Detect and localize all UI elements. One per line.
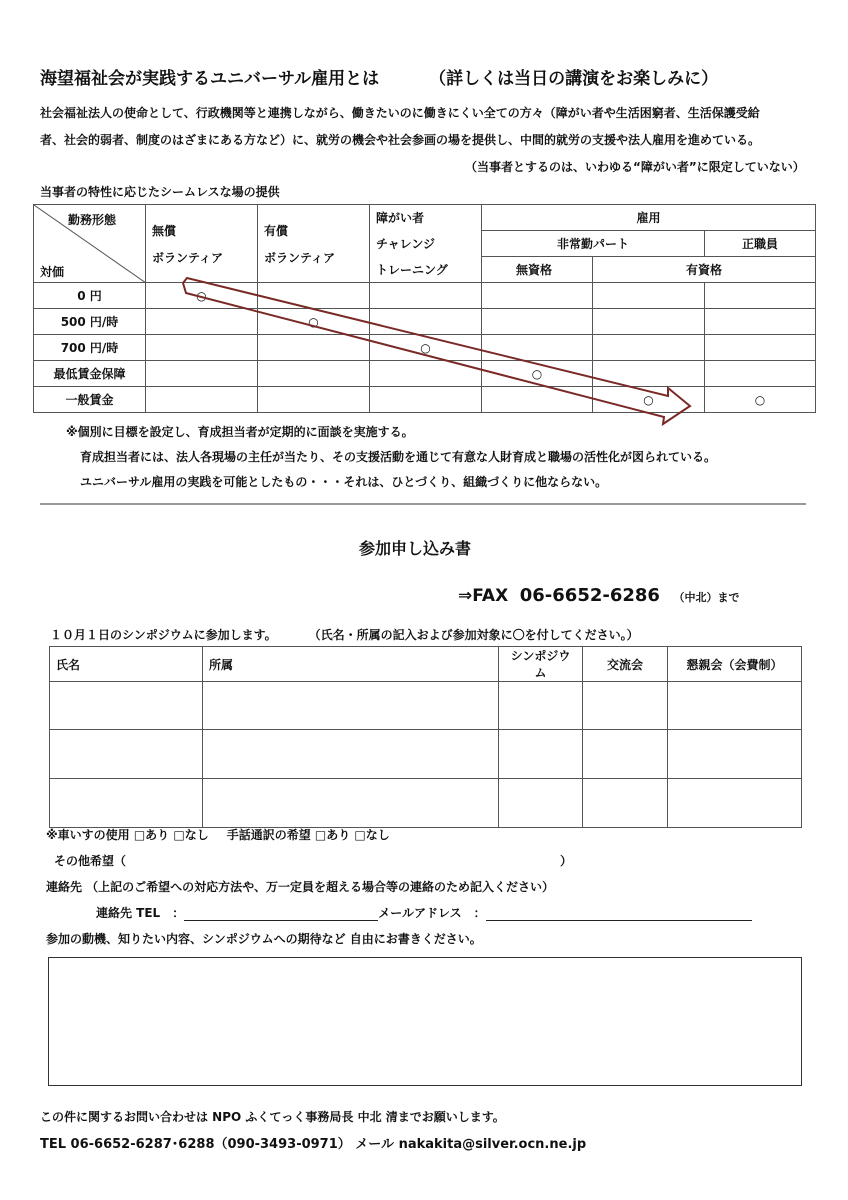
exchange-field[interactable]: [583, 730, 668, 779]
col-fulltime: 正職員: [705, 231, 816, 257]
party-field[interactable]: [668, 682, 802, 730]
description-line-1: 社会福祉法人の使命として、行政機関等と連携しながら、働きたいのに働きにくい全ての方々（障がい者や生活困窮者、生活保護受給: [40, 106, 760, 120]
exchange-field[interactable]: [583, 682, 668, 730]
corner-bottom-label: 対価: [40, 265, 65, 279]
wheelchair-option[interactable]: ※車いすの使用 □あり □なし: [46, 828, 209, 842]
row-label: 500 円/時: [34, 309, 146, 335]
circle-mark: ○: [196, 288, 207, 303]
circle-mark: ○: [531, 366, 543, 381]
row-label: 一般賃金: [34, 387, 146, 413]
symposium-field[interactable]: [499, 730, 583, 779]
note-line-1: ※個別に目標を設定し、育成担当者が定期的に面談を実施する。: [66, 425, 414, 439]
col-qualified: 有資格: [593, 257, 816, 283]
form-title: 参加申し込み書: [359, 539, 472, 558]
description-note: （当事者とするのは、いわゆる“障がい者”に限定していない）: [465, 160, 805, 174]
circle-mark: ○: [420, 340, 431, 355]
party-field[interactable]: [668, 779, 802, 828]
col-paid-volunteer: 有償 ボランティア: [258, 205, 370, 283]
affiliation-field[interactable]: [203, 730, 499, 779]
col-name-header: 氏名: [50, 647, 203, 682]
other-request-close: ）: [560, 854, 573, 868]
mail-field[interactable]: [486, 908, 752, 921]
contact-fields: [96, 904, 752, 921]
circle-mark: ○: [754, 392, 766, 407]
col-employment: 雇用: [482, 205, 816, 231]
row-label: 最低賃金保障: [34, 361, 146, 387]
symposium-field[interactable]: [499, 682, 583, 730]
corner-top-label: 勤務形態: [68, 213, 117, 227]
section-divider: [40, 503, 806, 505]
circle-mark: ○: [308, 314, 319, 329]
col-affiliation-header: 所属: [203, 647, 499, 682]
tel-field[interactable]: [184, 908, 378, 921]
col-party-header: 懇親会（会費制）: [668, 647, 802, 682]
name-field[interactable]: [50, 779, 203, 828]
party-field[interactable]: [668, 730, 802, 779]
table-caption: 当事者の特性に応じたシームレスな場の提供: [40, 185, 280, 199]
col-unpaid-volunteer: 無償 ボランティア: [146, 205, 258, 283]
fax-line: [458, 585, 740, 606]
row-label: 0 円: [34, 283, 146, 309]
fax-number: 06-6652-6286: [519, 585, 660, 606]
form-intro-note: （氏名・所属の記入および参加対象に〇を付してください。）: [314, 628, 639, 642]
motivation-label: 参加の動機、知りたい内容、シンポジウムへの期待など 自由にお書きください。: [46, 932, 482, 946]
application-table: [49, 646, 802, 828]
note-line-2: 育成担当者には、法人各現場の主任が当たり、その支援活動を通じて有意な人財育成と職場の活性化が図られている。: [80, 450, 717, 464]
progression-arrow: [0, 0, 848, 440]
free-comment-box[interactable]: [48, 957, 802, 1086]
row-label: 700 円/時: [34, 335, 146, 361]
other-request-label: その他希望（: [54, 854, 127, 868]
form-intro: １０月１日のシンポジウムに参加します。 （氏名・所属の記入および参加対象に〇を付してください。）: [50, 628, 639, 642]
col-unqualified: 無資格: [482, 257, 593, 283]
contact-info: TEL 06-6652-6287･6288（090-3493-0971） メール nakakita@silver.ocn.ne.jp: [40, 1137, 587, 1152]
contact-label: 連絡先 （上記のご希望への対応方法や、万一定員を超える場合等の連絡のため記入ください）: [46, 880, 554, 894]
form-row: [50, 730, 802, 779]
affiliation-field[interactable]: [203, 682, 499, 730]
col-symposium-header: シンポジウム: [499, 647, 583, 682]
name-field[interactable]: [50, 730, 203, 779]
inquiry-text: この件に関するお問い合わせは NPO ふくてっく事務局長 中北 清までお願いします。: [40, 1110, 505, 1124]
col-exchange-header: 交流会: [583, 647, 668, 682]
name-field[interactable]: [50, 682, 203, 730]
exchange-field[interactable]: [583, 779, 668, 828]
sign-language-option[interactable]: 手話通訳の希望 □あり □なし: [226, 828, 390, 842]
form-row: [50, 779, 802, 828]
affiliation-field[interactable]: [203, 779, 499, 828]
fax-suffix: （中北）まで: [673, 591, 740, 604]
circle-mark: ○: [643, 392, 654, 407]
tel-label: 連絡先 TEL ：: [96, 906, 185, 920]
symposium-field[interactable]: [499, 779, 583, 828]
mail-label: メールアドレス ：: [378, 906, 486, 920]
note-line-3: ユニバーサル雇用の実践を可能としたもの・・・それは、ひとづくり、組織づくりに他ならない。: [80, 475, 608, 489]
form-row: [50, 682, 802, 730]
title-main: 海望福祉会が実践するユニバーサル雇用とは: [40, 69, 380, 89]
options-line: [46, 826, 390, 843]
fax-label: ⇒FAX: [458, 586, 509, 606]
description-line-2: 者、社会的弱者、制度のはざまにある方など）に、就労の機会や社会参画の場を提供し、中間的就労の支援や法人雇用を進めている。: [40, 133, 761, 147]
col-parttime: 非常勤パート: [482, 231, 705, 257]
col-challenge-training: 障がい者 チャレンジ トレーニング: [370, 205, 482, 283]
title-note: （詳しくは当日の講演をお楽しみに）: [429, 69, 719, 89]
